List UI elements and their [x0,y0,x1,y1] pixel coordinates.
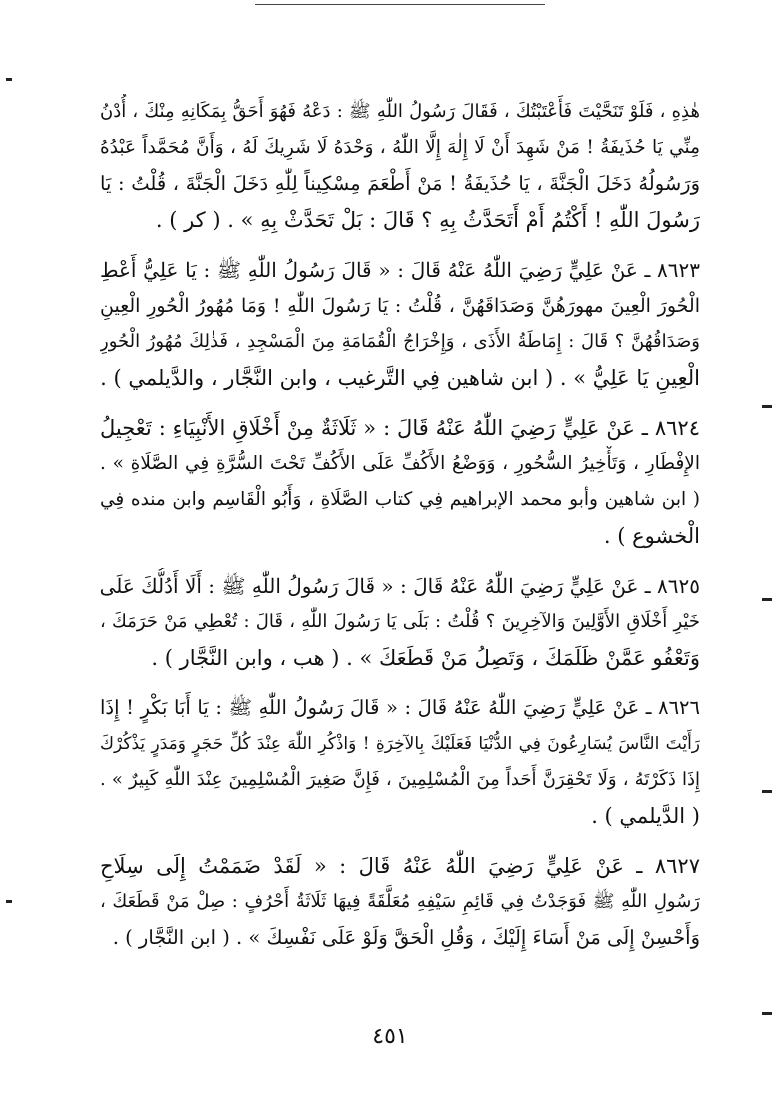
hadith-8627 [100,848,700,956]
paragraph-continuation [100,94,700,238]
hadith-8625 [100,568,700,676]
text-line: ٨٦٢٥ ـ عَنْ عَلِيٍّ رَضِيَ اللّٰهُ عَنْهُ قَالَ : « قَالَ رَسُولُ اللّٰهِ ﷺ : أَلَا أَدُلُّكَ عَلَى [100,574,700,598]
text-line: الإِفْطَارِ ، وَتَأْخِيرُ السُّحُورِ ، وَوَضْعُ الأَكُفِّ عَلَى الأَكُفِّ تَحْتَ السُّرَّةِ فِي الصَّلَاةِ » . [100,453,700,474]
hadith-8626 [100,690,700,834]
text-line: الْحُورَ الْعِينَ مهورَهُنَّ وَصَدَاقَهُنَّ ، قُلْتُ : يَا رَسُولَ اللّٰهِ ! وَمَا مُهُورُ الْحُورِ الْعِينِ [100,295,700,317]
text-line: ٨٦٢٦ ـ عَنْ عَلِيٍّ رَضِيَ اللّٰهُ عَنْهُ قَالَ : « قَالَ رَسُولُ اللّٰهِ ﷺ : يَا أَبَا بَكْرٍ ! إِذَا [100,696,700,719]
text-line: خَيْرِ أَخْلَاقِ الأَوَّلِينَ وَالآخِرِينَ ؟ قُلْتُ : بَلَى يَا رَسُولَ اللّٰهِ ، قَالَ : تُعْطِي مَنْ حَرَمَكَ ، [100,611,700,632]
margin-mark [762,598,772,601]
text-line: رَسُولَ اللّٰهِ ! أَكْتُمُ أَمْ أَتَحَدَّثُ بِهِ ؟ قَالَ : بَلْ تَحَدَّثْ بِهِ » . ( كر ) . [155,208,700,232]
text-line: وَأَحْسِنْ إِلَى مَنْ أَسَاءَ إِلَيْكَ ، وَقُلِ الْحَقَّ وَلَوْ عَلَى نَفْسِكَ » . ( ابن النَّجَّار ) . [112,926,700,949]
text-line: هٰذِهِ ، فَلَوْ تَنَحَّيْتَ فَأَعْتَبْتُكَ ، فَقَالَ رَسُولُ اللّٰهِ ﷺ : دَعْهُ فَهُوَ أَحَقُّ بِمَكَانِهِ مِنْكَ ، أُدْنُ [100,101,700,122]
page-body [100,94,700,956]
margin-mark [762,1012,772,1015]
text-line: مِنِّي يَا حُذَيفَةُ ! مَنْ شَهِدَ أَنْ لَا إِلٰهَ إِلَّا اللّٰهُ ، وَحْدَهُ لَا شَرِيكَ لَهُ ، وَأَنَّ مُحَمَّداً عَبْدُهُ [100,137,700,158]
text-line: ٨٦٢٤ ـ عَنْ عَلِيٍّ رَضِيَ اللّٰهُ عَنْهُ قَالَ : « ثَلَاثَةٌ مِنْ أَخْلَاقِ الأَنْبِيَاءِ : تَعْجِيلُ [100,416,700,440]
margin-mark [762,790,772,793]
text-line: ( الدَّيلمي ) . [591,804,700,828]
text-line: وَرَسُولُهُ دَخَلَ الْجَنَّةَ ، يَا حُذَيفَةُ ! مَنْ أَطْعَمَ مِسْكِيناً لِلّٰهِ دَخَلَ الْجَنَّةَ ، قُلْتُ : يَا [100,172,700,195]
text-line: ٨٦٢٧ ـ عَنْ عَلِيٍّ رَضِيَ اللّٰهُ عَنْهُ قَالَ : « لَقَدْ ضَمَمْتُ إِلَى سِلَاحِ [100,854,700,878]
text-line: إِذَا ذَكَرْتَهُ ، وَلَا تَحْقِرَنَّ أَحَداً مِنَ الْمُسْلِمِينَ ، فَإِنَّ صَغِيرَ الْمُسْلِمِينَ عِنْدَ اللّٰهِ كَبِيرٌ » . [100,769,700,790]
hadith-8624 [100,410,700,554]
text-line: رَسُولِ اللّٰهِ ﷺ فَوَجَدْتُ فِي قَائِمِ سَيْفِهِ مُعَلَّقَةً فِيهَا ثَلَاثَةُ أَحْرُفٍ : صِلْ مَنْ قَطَعَكَ ، [100,891,700,912]
text-line: وَتَعْفُو عَمَّنْ ظَلَمَكَ ، وَتَصِلُ مَنْ قَطَعَكَ » . ( هب ، وابن النَّجَّار ) . [151,646,700,670]
text-line: ( ابن شاهين وأبو محمد الإبراهيم فِي كتاب الصَّلَاةِ ، وَأَبُو الْقَاسِم وابن منده فِي [100,489,700,510]
text-line: الْخشوع ) . [603,524,700,548]
text-line: رَأَيْتَ النَّاسَ يُسَارِعُونَ فِي الدُّنْيَا فَعَلَيْكَ بِالآخِرَةِ ! وَاذْكُرِ اللّٰهَ عِنْدَ كُلِّ حَجَرٍ وَمَدَرٍ يَذْكُرْكَ [100,734,700,754]
margin-mark [6,78,12,81]
text-line: ٨٦٢٣ ـ عَنْ عَلِيٍّ رَضِيَ اللّٰهُ عَنْهُ قَالَ : « قَالَ رَسُولُ اللّٰهِ ﷺ : يَا عَلِيُّ أَعْطِ [100,258,700,282]
top-rule [255,4,545,5]
text-line: وَصَدَاقُهُنَّ ؟ قَالَ : إِمَاطَةُ الأَذَى ، وَإِخْرَاجُ الْقُمَامَةِ مِنَ الْمَسْجِدِ ، فَذٰلِكَ مُهُورُ الْحُورِ [100,331,700,352]
page-number: ٤٥١ [372,1024,408,1049]
margin-mark [6,900,12,903]
text-line: الْعِينِ يَا عَلِيُّ » . ( ابن شاهين فِي التَّرغيب ، وابن النَّجَّار ، والدَّيلمي ) . [100,366,700,390]
margin-mark [762,405,772,408]
hadith-8623 [100,252,700,396]
